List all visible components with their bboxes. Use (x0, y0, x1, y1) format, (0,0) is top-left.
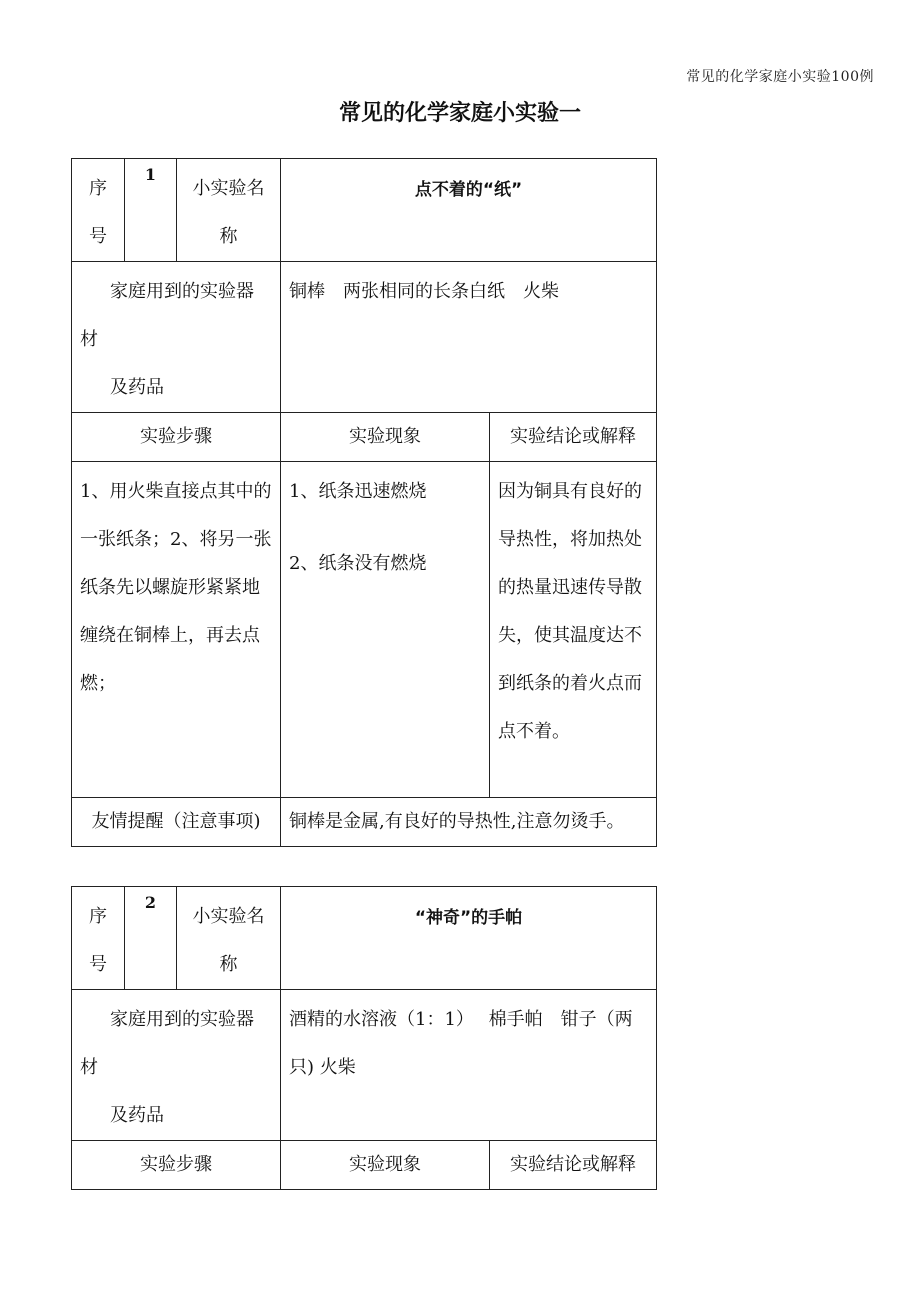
materials-value: 酒精的水溶液（1：1） 棉手帕 钳子（两只) 火柴 (281, 990, 657, 1141)
materials-row (72, 990, 657, 1141)
name-label: 小实验名 称 (177, 159, 281, 262)
materials-label: 家庭用到的实验器 材 及药品 (72, 990, 281, 1141)
conclusion-head: 实验结论或解释 (490, 413, 657, 462)
header-row (72, 159, 657, 262)
seq-number: 1 (125, 159, 177, 262)
seq-label: 序 号 (72, 887, 125, 990)
name-label: 小实验名 称 (177, 887, 281, 990)
steps-head: 实验步骤 (72, 413, 281, 462)
steps-text: 1、用火柴直接点其中的一张纸条；2、将另一张纸条先以螺旋形紧紧地缠绕在铜棒上，再去点燃； (72, 462, 281, 798)
running-header: 常见的化学家庭小实验100例 (686, 69, 874, 85)
seq-label: 序 号 (72, 159, 125, 262)
body-row (72, 462, 657, 798)
experiment-name: 点不着的“纸” (281, 159, 657, 262)
experiment-table-2 (71, 886, 657, 1190)
conclusion-text: 因为铜具有良好的导热性，将加热处的热量迅速传导散失，使其温度达不到纸条的着火点而点不着。 (490, 462, 657, 798)
materials-value: 铜棒 两张相同的长条白纸 火柴 (281, 262, 657, 413)
column-heads (72, 413, 657, 462)
experiment-table-1 (71, 158, 657, 847)
conclusion-head: 实验结论或解释 (490, 1141, 657, 1190)
column-heads (72, 1141, 657, 1190)
phenomena-text: 1、纸条迅速燃烧 2、纸条没有燃烧 (281, 462, 490, 798)
seq-number: 2 (125, 887, 177, 990)
tips-text: 铜棒是金属,有良好的导热性,注意勿烫手。 (281, 798, 657, 847)
experiment-name: “神奇”的手帕 (281, 887, 657, 990)
materials-row (72, 262, 657, 413)
header-row (72, 887, 657, 990)
page-title: 常见的化学家庭小实验一 (338, 101, 581, 126)
materials-label: 家庭用到的实验器 材 及药品 (72, 262, 281, 413)
phenomena-head: 实验现象 (281, 1141, 490, 1190)
tips-label: 友情提醒（注意事项) (72, 798, 281, 847)
steps-head: 实验步骤 (72, 1141, 281, 1190)
phenomena-head: 实验现象 (281, 413, 490, 462)
tips-row (72, 798, 657, 847)
